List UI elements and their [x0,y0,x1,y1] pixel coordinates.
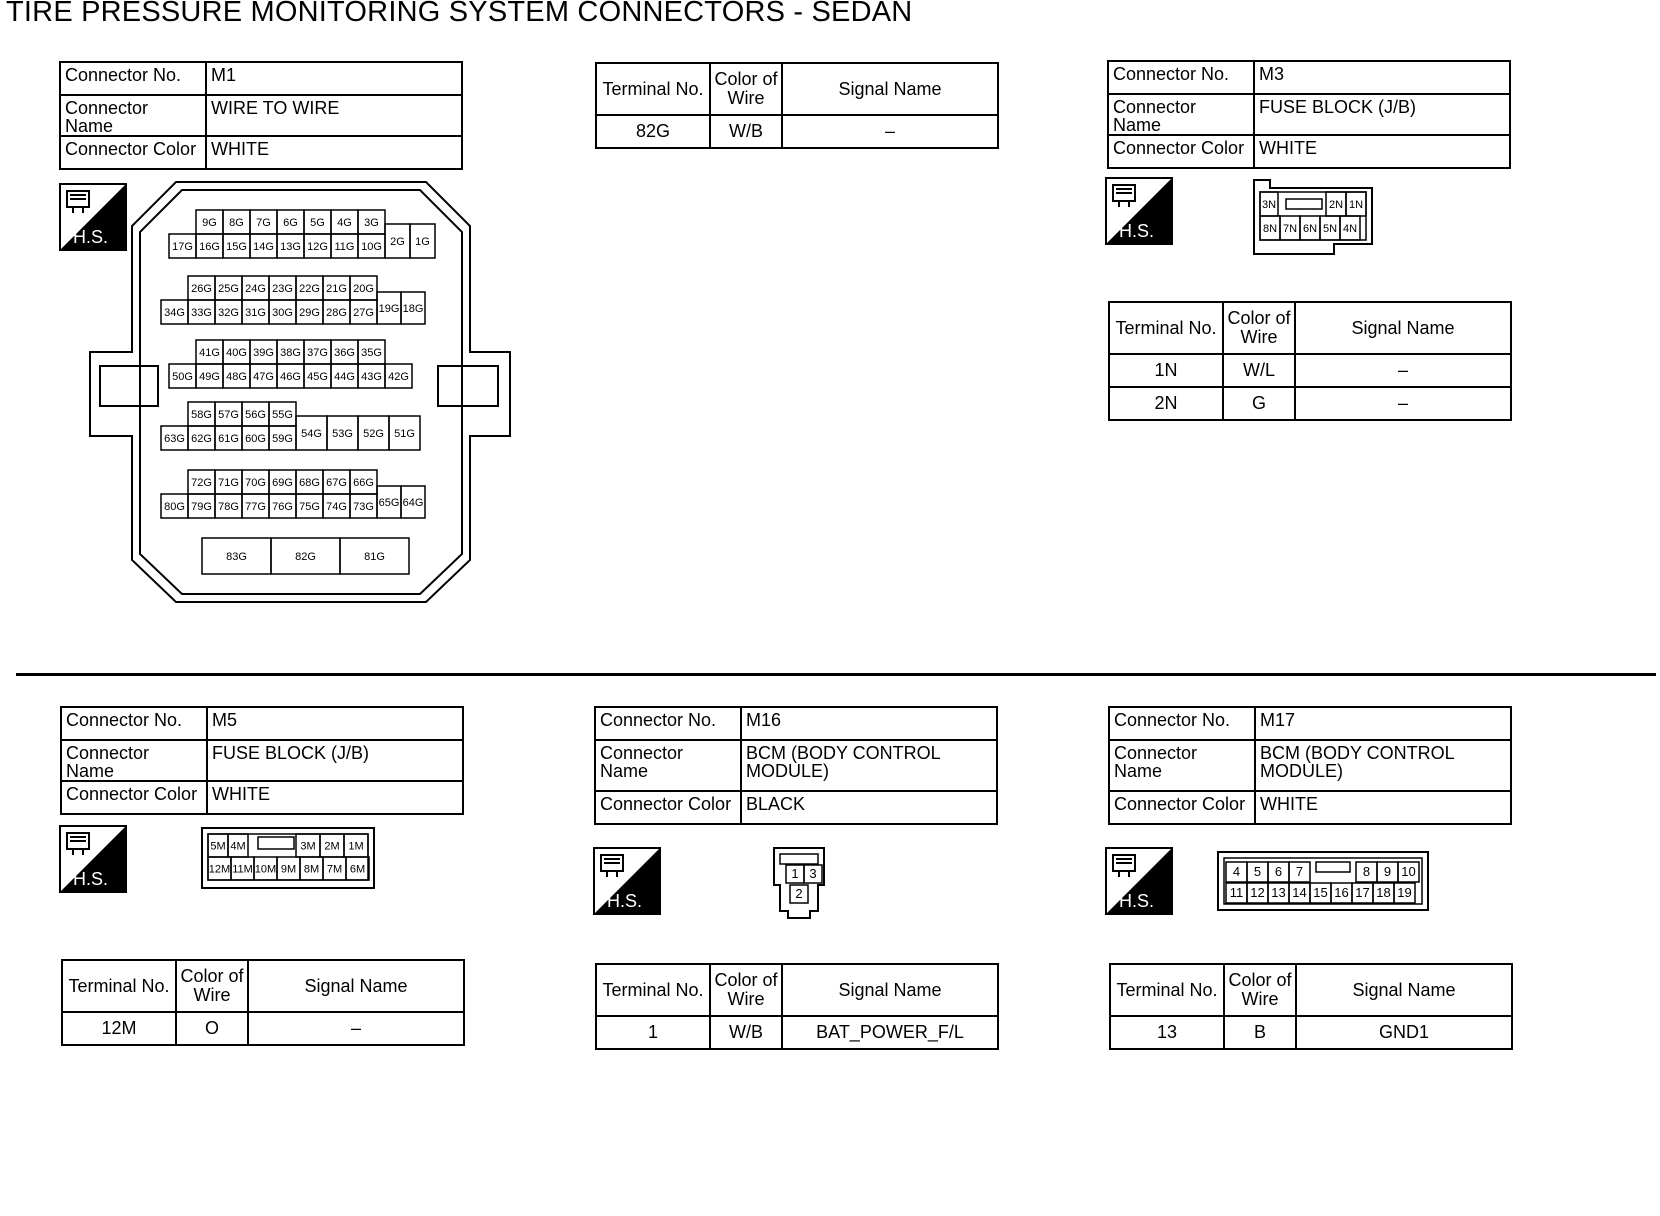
pin-label: 38G [280,347,301,359]
m1-terminal-table [595,62,999,149]
pin-label: 52G [363,428,384,440]
table-row [62,1012,464,1045]
wire-color-header: Color of Wire [1224,964,1296,1016]
pin-label: 7 [1295,864,1304,879]
harness-side-icon [1105,177,1173,245]
page-title: TIRE PRESSURE MONITORING SYSTEM CONNECTORS - SEDAN [6,0,913,28]
pin-label: 28G [326,307,347,319]
pin-label: 77G [245,501,266,513]
hs-label: H.S. [1119,221,1155,241]
m17-connector-face [1216,850,1430,917]
harness-side-icon [59,825,127,893]
pin-label: 72G [191,477,212,489]
connector-no-label: Connector No. [595,707,741,740]
pin-label: 7M [326,863,343,876]
wire-color: W/L [1223,354,1295,387]
m3-connector-name: FUSE BLOCK (J/B) [1254,94,1510,135]
pin-label: 59G [272,433,293,445]
m3-connector-no: M3 [1254,61,1510,94]
wire-color-header: Color of Wire [710,964,782,1016]
pin-label: 82G [295,551,316,563]
pin-label: 57G [218,409,239,421]
pin-label: 70G [245,477,266,489]
signal-name-header: Signal Name [1296,964,1512,1016]
pin-label: 18G [402,303,424,315]
pin-label: 75G [299,501,320,513]
table-row [596,1016,998,1049]
pin-label: 6 [1274,864,1283,879]
pin-label: 62G [191,433,212,445]
m17-terminal-table [1109,963,1513,1050]
connector-no-label: Connector No. [61,707,207,740]
pin-label: 8G [229,217,244,229]
m16-connector-face [766,845,830,926]
connector-no-label: Connector No. [1109,707,1255,740]
table-row [1110,1016,1512,1049]
pin-label: 69G [272,477,293,489]
pin-label: 80G [164,501,185,513]
signal-name-header: Signal Name [782,964,998,1016]
harness-side-icon [1105,847,1173,915]
hs-label: H.S. [73,227,109,247]
pin-label: 73G [353,501,374,513]
pin-label: 11 [1229,885,1244,900]
pin-label: 16G [199,241,220,253]
pin-label: 19 [1397,885,1412,900]
pin-label: 7G [256,217,271,229]
m5-info-table [60,706,464,815]
pin-label: 43G [361,371,382,383]
terminal-no-header: Terminal No. [596,964,710,1016]
pin-label: 23G [272,283,293,295]
m3-connector-face [1250,176,1378,263]
connector-name-label: Connector Name [60,95,206,136]
m17-connector-no: M17 [1255,707,1511,740]
connector-no-label: Connector No. [1108,61,1254,94]
pin-label: 13 [1271,885,1286,900]
pin-label: 42G [388,371,409,383]
pin-label: 48G [226,371,247,383]
pin-label: 36G [334,347,355,359]
terminal-no-header: Terminal No. [1110,964,1224,1016]
pin-label: 1G [415,236,430,248]
pin-label: 39G [253,347,274,359]
m5-terminal-table [61,959,465,1046]
connector-no-label: Connector No. [60,62,206,95]
m3-connector-color: WHITE [1254,135,1510,168]
pin-label: 2M [324,840,340,853]
m16-info-table [594,706,998,825]
table-row [596,115,998,148]
pin-label: 5 [1253,864,1262,879]
pin-label: 30G [272,307,293,319]
m5-connector-face [200,826,376,895]
pin-label: 79G [191,501,212,513]
pin-label: 22G [299,283,320,295]
m16-terminal-table [595,963,999,1050]
wire-color-header: Color of Wire [710,63,782,115]
pin-label: 45G [307,371,328,383]
connector-color-label: Connector Color [61,781,207,814]
pin-label: 31G [245,307,266,319]
pin-label: 10 [1401,864,1416,879]
pin-label: 3N [1261,199,1277,211]
connector-name-label: Connector Name [1109,740,1255,791]
m1-connector-name: WIRE TO WIRE [206,95,462,136]
pin-label: 47G [253,371,274,383]
pin-label: 24G [245,283,266,295]
signal-name: – [1295,354,1511,387]
pin-label: 81G [364,551,385,563]
harness-side-icon [593,847,661,915]
pin-label: 76G [272,501,293,513]
pin-label: 65G [378,497,400,509]
wire-color-header: Color of Wire [1223,302,1295,354]
pin-label: 54G [301,428,322,440]
terminal-no-header: Terminal No. [1109,302,1223,354]
pin-label: 12 [1250,885,1265,900]
pin-label: 18 [1376,885,1391,900]
m1-connector-face [86,180,516,610]
pin-label: 8 [1362,864,1371,879]
pin-label: 8N [1262,223,1278,235]
pin-label: 37G [307,347,328,359]
signal-name: – [1295,387,1511,420]
pin-label: 9G [202,217,217,229]
pin-label: 3G [364,217,379,229]
pin-label: 63G [164,433,185,445]
pin-label: 60G [245,433,266,445]
pin-label: 26G [191,283,212,295]
hs-label: H.S. [73,869,109,889]
wire-color: G [1223,387,1295,420]
pin-label: 9 [1383,864,1392,879]
pin-label: 34G [164,307,185,319]
wire-color: B [1224,1016,1296,1049]
pin-label: 4M [230,840,246,853]
pin-label: 15 [1313,885,1328,900]
pin-label: 21G [326,283,347,295]
terminal-no: 12M [62,1012,176,1045]
m3-terminal-table [1108,301,1512,421]
pin-label: 5M [210,840,226,853]
terminal-no-header: Terminal No. [62,960,176,1012]
pin-label: 16 [1334,885,1349,900]
signal-name: – [782,115,998,148]
pin-label: 4G [337,217,352,229]
m1-info-table [59,61,463,170]
m5-connector-color: WHITE [207,781,463,814]
terminal-no: 1N [1109,354,1223,387]
pin-label: 66G [353,477,374,489]
pin-label: 68G [299,477,320,489]
pin-label: 7N [1282,223,1298,235]
wire-color: W/B [710,115,782,148]
terminal-no: 2N [1109,387,1223,420]
pin-label: 46G [280,371,301,383]
pin-label: 17G [172,241,193,253]
pin-label: 6G [283,217,298,229]
pin-label: 17 [1355,885,1370,900]
m1-connector-no: M1 [206,62,462,95]
pin-label: 6N [1302,223,1318,235]
m3-info-table [1107,60,1511,169]
pin-label: 14 [1292,885,1307,900]
connector-color-label: Connector Color [60,136,206,169]
pin-label: 50G [172,371,193,383]
pin-label: 5G [310,217,325,229]
m16-connector-name: BCM (BODY CONTROL MODULE) [741,740,997,791]
pin-label: 4 [1232,864,1241,879]
connector-color-label: Connector Color [1109,791,1255,824]
pin-label: 83G [226,551,247,563]
connector-name-label: Connector Name [595,740,741,791]
pin-label: 15G [226,241,247,253]
pin-label: 58G [191,409,212,421]
pin-label: 67G [326,477,347,489]
pin-label: 74G [326,501,347,513]
pin-label: 5N [1322,223,1338,235]
m5-connector-no: M5 [207,707,463,740]
hs-label: H.S. [1119,891,1155,911]
pin-label: 41G [199,347,220,359]
pin-label: 11G [334,241,355,253]
pin-label: 29G [299,307,320,319]
signal-name: – [248,1012,464,1045]
signal-name-header: Signal Name [782,63,998,115]
signal-name: GND1 [1296,1016,1512,1049]
pin-label: 1M [348,840,364,853]
hs-label: H.S. [607,891,643,911]
connector-name-label: Connector Name [61,740,207,781]
pin-label: 32G [218,307,239,319]
signal-name-header: Signal Name [248,960,464,1012]
pin-label: 19G [378,303,400,315]
table-row [1109,387,1511,420]
m17-connector-color: WHITE [1255,791,1511,824]
pin-label: 44G [334,371,355,383]
connector-color-label: Connector Color [595,791,741,824]
pin-label: 6M [349,863,366,876]
pin-label: 12G [307,241,328,253]
connector-color-label: Connector Color [1108,135,1254,168]
pin-label: 1N [1348,199,1364,211]
table-row [1109,354,1511,387]
pin-label: 11M [232,863,253,876]
pin-label: 35G [361,347,382,359]
wire-color: O [176,1012,248,1045]
m16-connector-no: M16 [741,707,997,740]
terminal-no: 1 [596,1016,710,1049]
signal-name: BAT_POWER_F/L [782,1016,998,1049]
terminal-no: 13 [1110,1016,1224,1049]
pin-label: 78G [218,501,239,513]
terminal-no: 82G [596,115,710,148]
wire-color-header: Color of Wire [176,960,248,1012]
pin-label: 27G [353,307,374,319]
pin-label: 33G [191,307,212,319]
pin-label: 55G [272,409,293,421]
m5-connector-name: FUSE BLOCK (J/B) [207,740,463,781]
pin-label: 40G [226,347,247,359]
pin-label: 3M [300,840,316,853]
pin-label: 56G [245,409,266,421]
pin-label: 10G [361,241,382,253]
pin-label: 20G [353,283,374,295]
pin-label: 53G [332,428,353,440]
m16-connector-color: BLACK [741,791,997,824]
pin-label: 14G [253,241,274,253]
pin-label: 71G [218,477,239,489]
pin-label: 9M [280,863,297,876]
m17-connector-name: BCM (BODY CONTROL MODULE) [1255,740,1511,791]
m17-info-table [1108,706,1512,825]
pin-label: 2 [795,886,803,901]
pin-label: 10M [254,863,277,876]
pin-label: 2G [390,236,405,248]
pin-label: 1 [791,866,799,881]
pin-label: 12M [208,863,231,876]
pin-label: 2N [1328,199,1344,211]
connector-name-label: Connector Name [1108,94,1254,135]
pin-label: 64G [402,497,424,509]
pin-label: 4N [1342,223,1358,235]
section-divider [16,673,1656,676]
pin-label: 8M [303,863,320,876]
pin-label: 25G [218,283,239,295]
pin-label: 51G [394,428,415,440]
signal-name-header: Signal Name [1295,302,1511,354]
pin-label: 13G [280,241,301,253]
pin-label: 3 [809,866,817,881]
pin-label: 61G [218,433,239,445]
m1-connector-color: WHITE [206,136,462,169]
wire-color: W/B [710,1016,782,1049]
terminal-no-header: Terminal No. [596,63,710,115]
pin-label: 49G [199,371,220,383]
